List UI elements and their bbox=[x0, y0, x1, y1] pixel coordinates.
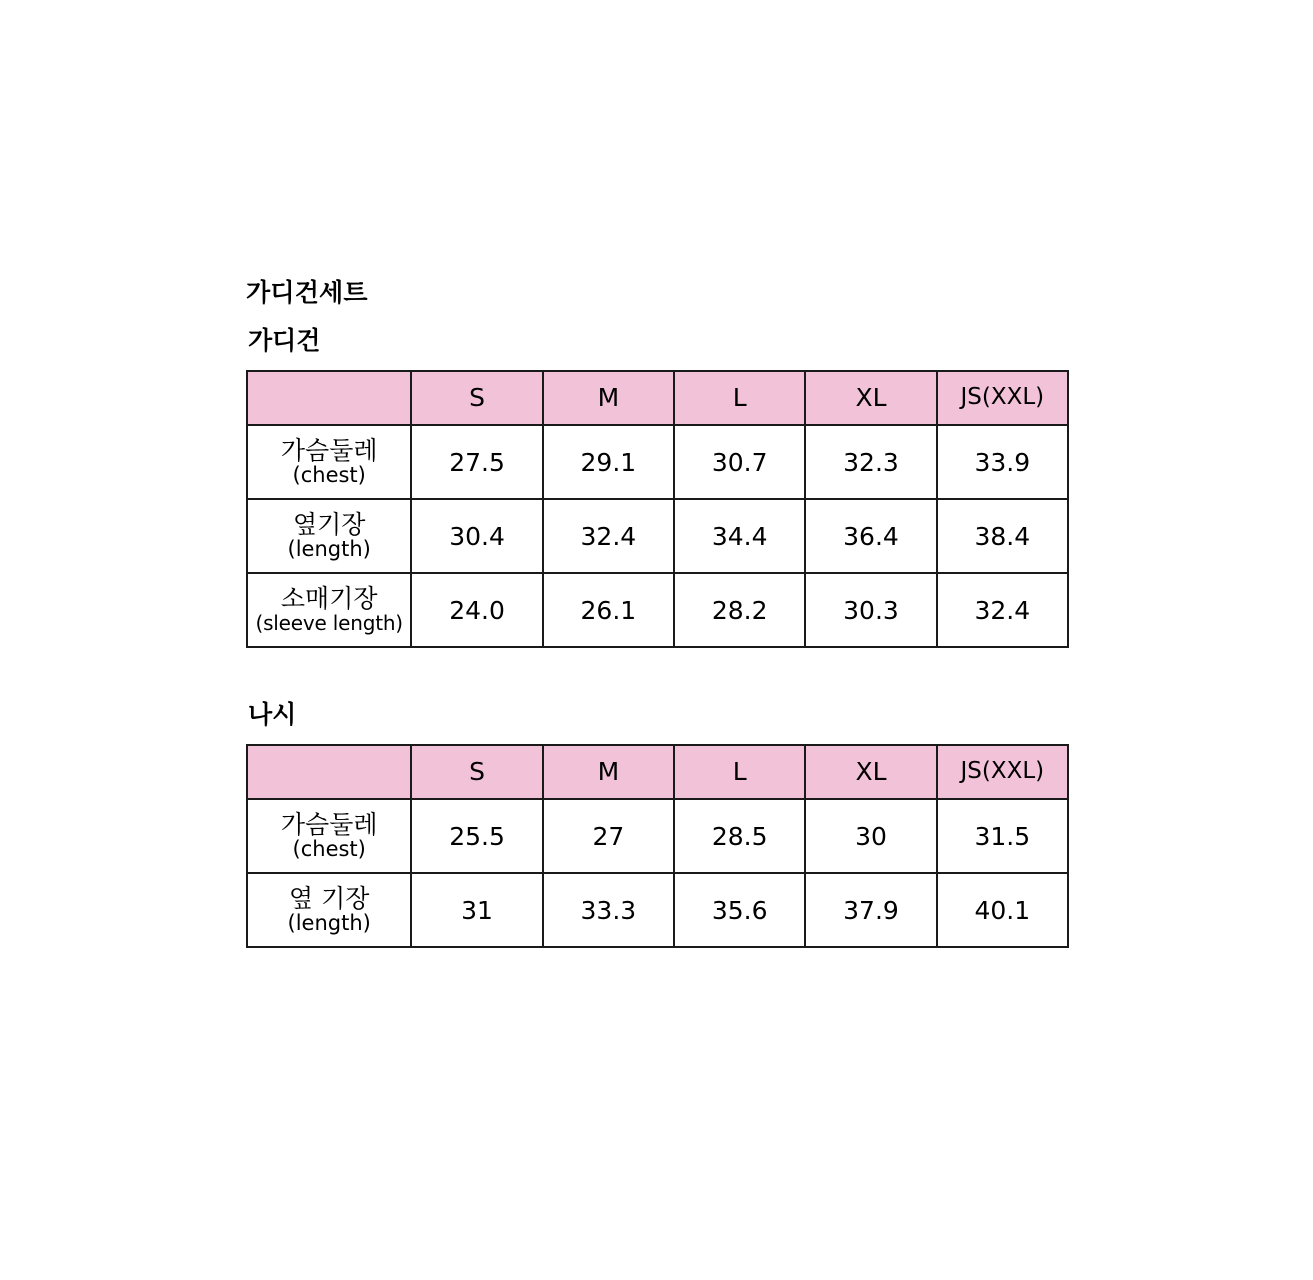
table-header-row bbox=[247, 745, 1068, 799]
cell-value: 26.1 bbox=[543, 573, 674, 647]
table-row bbox=[247, 573, 1068, 647]
row-label-sleeve-length bbox=[247, 573, 411, 647]
row-label-en: (length) bbox=[287, 536, 371, 561]
size-table-tank-top bbox=[246, 744, 1069, 948]
cell-value: 31.5 bbox=[937, 799, 1068, 873]
cell-value: 24.0 bbox=[411, 573, 542, 647]
column-header-m: M bbox=[543, 745, 674, 799]
cell-value: 32.3 bbox=[805, 425, 936, 499]
column-header-m: M bbox=[543, 371, 674, 425]
row-label-length bbox=[247, 873, 411, 947]
cell-value: 27 bbox=[543, 799, 674, 873]
row-label-en: (sleeve length) bbox=[255, 611, 403, 636]
size-chart-page bbox=[246, 278, 1076, 948]
row-label-ko: 가슴둘레 bbox=[280, 435, 378, 465]
cell-value: 37.9 bbox=[805, 873, 936, 947]
size-table-cardigan bbox=[246, 370, 1069, 648]
row-label-ko: 가슴둘레 bbox=[280, 809, 378, 839]
table-corner-cell bbox=[247, 371, 411, 425]
cell-value: 30.3 bbox=[805, 573, 936, 647]
cell-value: 35.6 bbox=[674, 873, 805, 947]
table-corner-cell bbox=[247, 745, 411, 799]
cell-value: 28.2 bbox=[674, 573, 805, 647]
row-label-chest bbox=[247, 799, 411, 873]
cell-value: 40.1 bbox=[937, 873, 1068, 947]
row-label-length bbox=[247, 499, 411, 573]
size-section-cardigan bbox=[246, 326, 1076, 648]
column-header-xl: XL bbox=[805, 371, 936, 425]
cell-value: 32.4 bbox=[543, 499, 674, 573]
row-label-chest bbox=[247, 425, 411, 499]
cell-value: 33.9 bbox=[937, 425, 1068, 499]
row-label-en: (chest) bbox=[292, 836, 366, 861]
row-label-en: (length) bbox=[287, 910, 371, 935]
size-section-tank-top bbox=[246, 700, 1076, 948]
row-label-ko: 옆 기장 bbox=[288, 883, 370, 913]
column-header-js-xxl: JS(XXL) bbox=[937, 371, 1068, 425]
page-title: 가디건세트 bbox=[246, 278, 368, 307]
column-header-l: L bbox=[674, 371, 805, 425]
row-label-en: (chest) bbox=[292, 462, 366, 487]
cell-value: 33.3 bbox=[543, 873, 674, 947]
column-header-s: S bbox=[411, 745, 542, 799]
column-header-s: S bbox=[411, 371, 542, 425]
table-row bbox=[247, 499, 1068, 573]
section-title: 가디건 bbox=[248, 326, 321, 355]
cell-value: 28.5 bbox=[674, 799, 805, 873]
table-row bbox=[247, 799, 1068, 873]
section-title: 나시 bbox=[248, 700, 297, 729]
column-header-xl: XL bbox=[805, 745, 936, 799]
column-header-js-xxl: JS(XXL) bbox=[937, 745, 1068, 799]
cell-value: 29.1 bbox=[543, 425, 674, 499]
row-label-ko: 소매기장 bbox=[280, 584, 378, 614]
cell-value: 34.4 bbox=[674, 499, 805, 573]
cell-value: 38.4 bbox=[937, 499, 1068, 573]
row-label-ko: 옆기장 bbox=[292, 509, 366, 539]
section-spacer bbox=[246, 648, 1076, 700]
cell-value: 27.5 bbox=[411, 425, 542, 499]
cell-value: 36.4 bbox=[805, 499, 936, 573]
table-row bbox=[247, 425, 1068, 499]
cell-value: 30.7 bbox=[674, 425, 805, 499]
table-row bbox=[247, 873, 1068, 947]
cell-value: 32.4 bbox=[937, 573, 1068, 647]
cell-value: 25.5 bbox=[411, 799, 542, 873]
table-header-row bbox=[247, 371, 1068, 425]
column-header-l: L bbox=[674, 745, 805, 799]
cell-value: 31 bbox=[411, 873, 542, 947]
cell-value: 30.4 bbox=[411, 499, 542, 573]
cell-value: 30 bbox=[805, 799, 936, 873]
